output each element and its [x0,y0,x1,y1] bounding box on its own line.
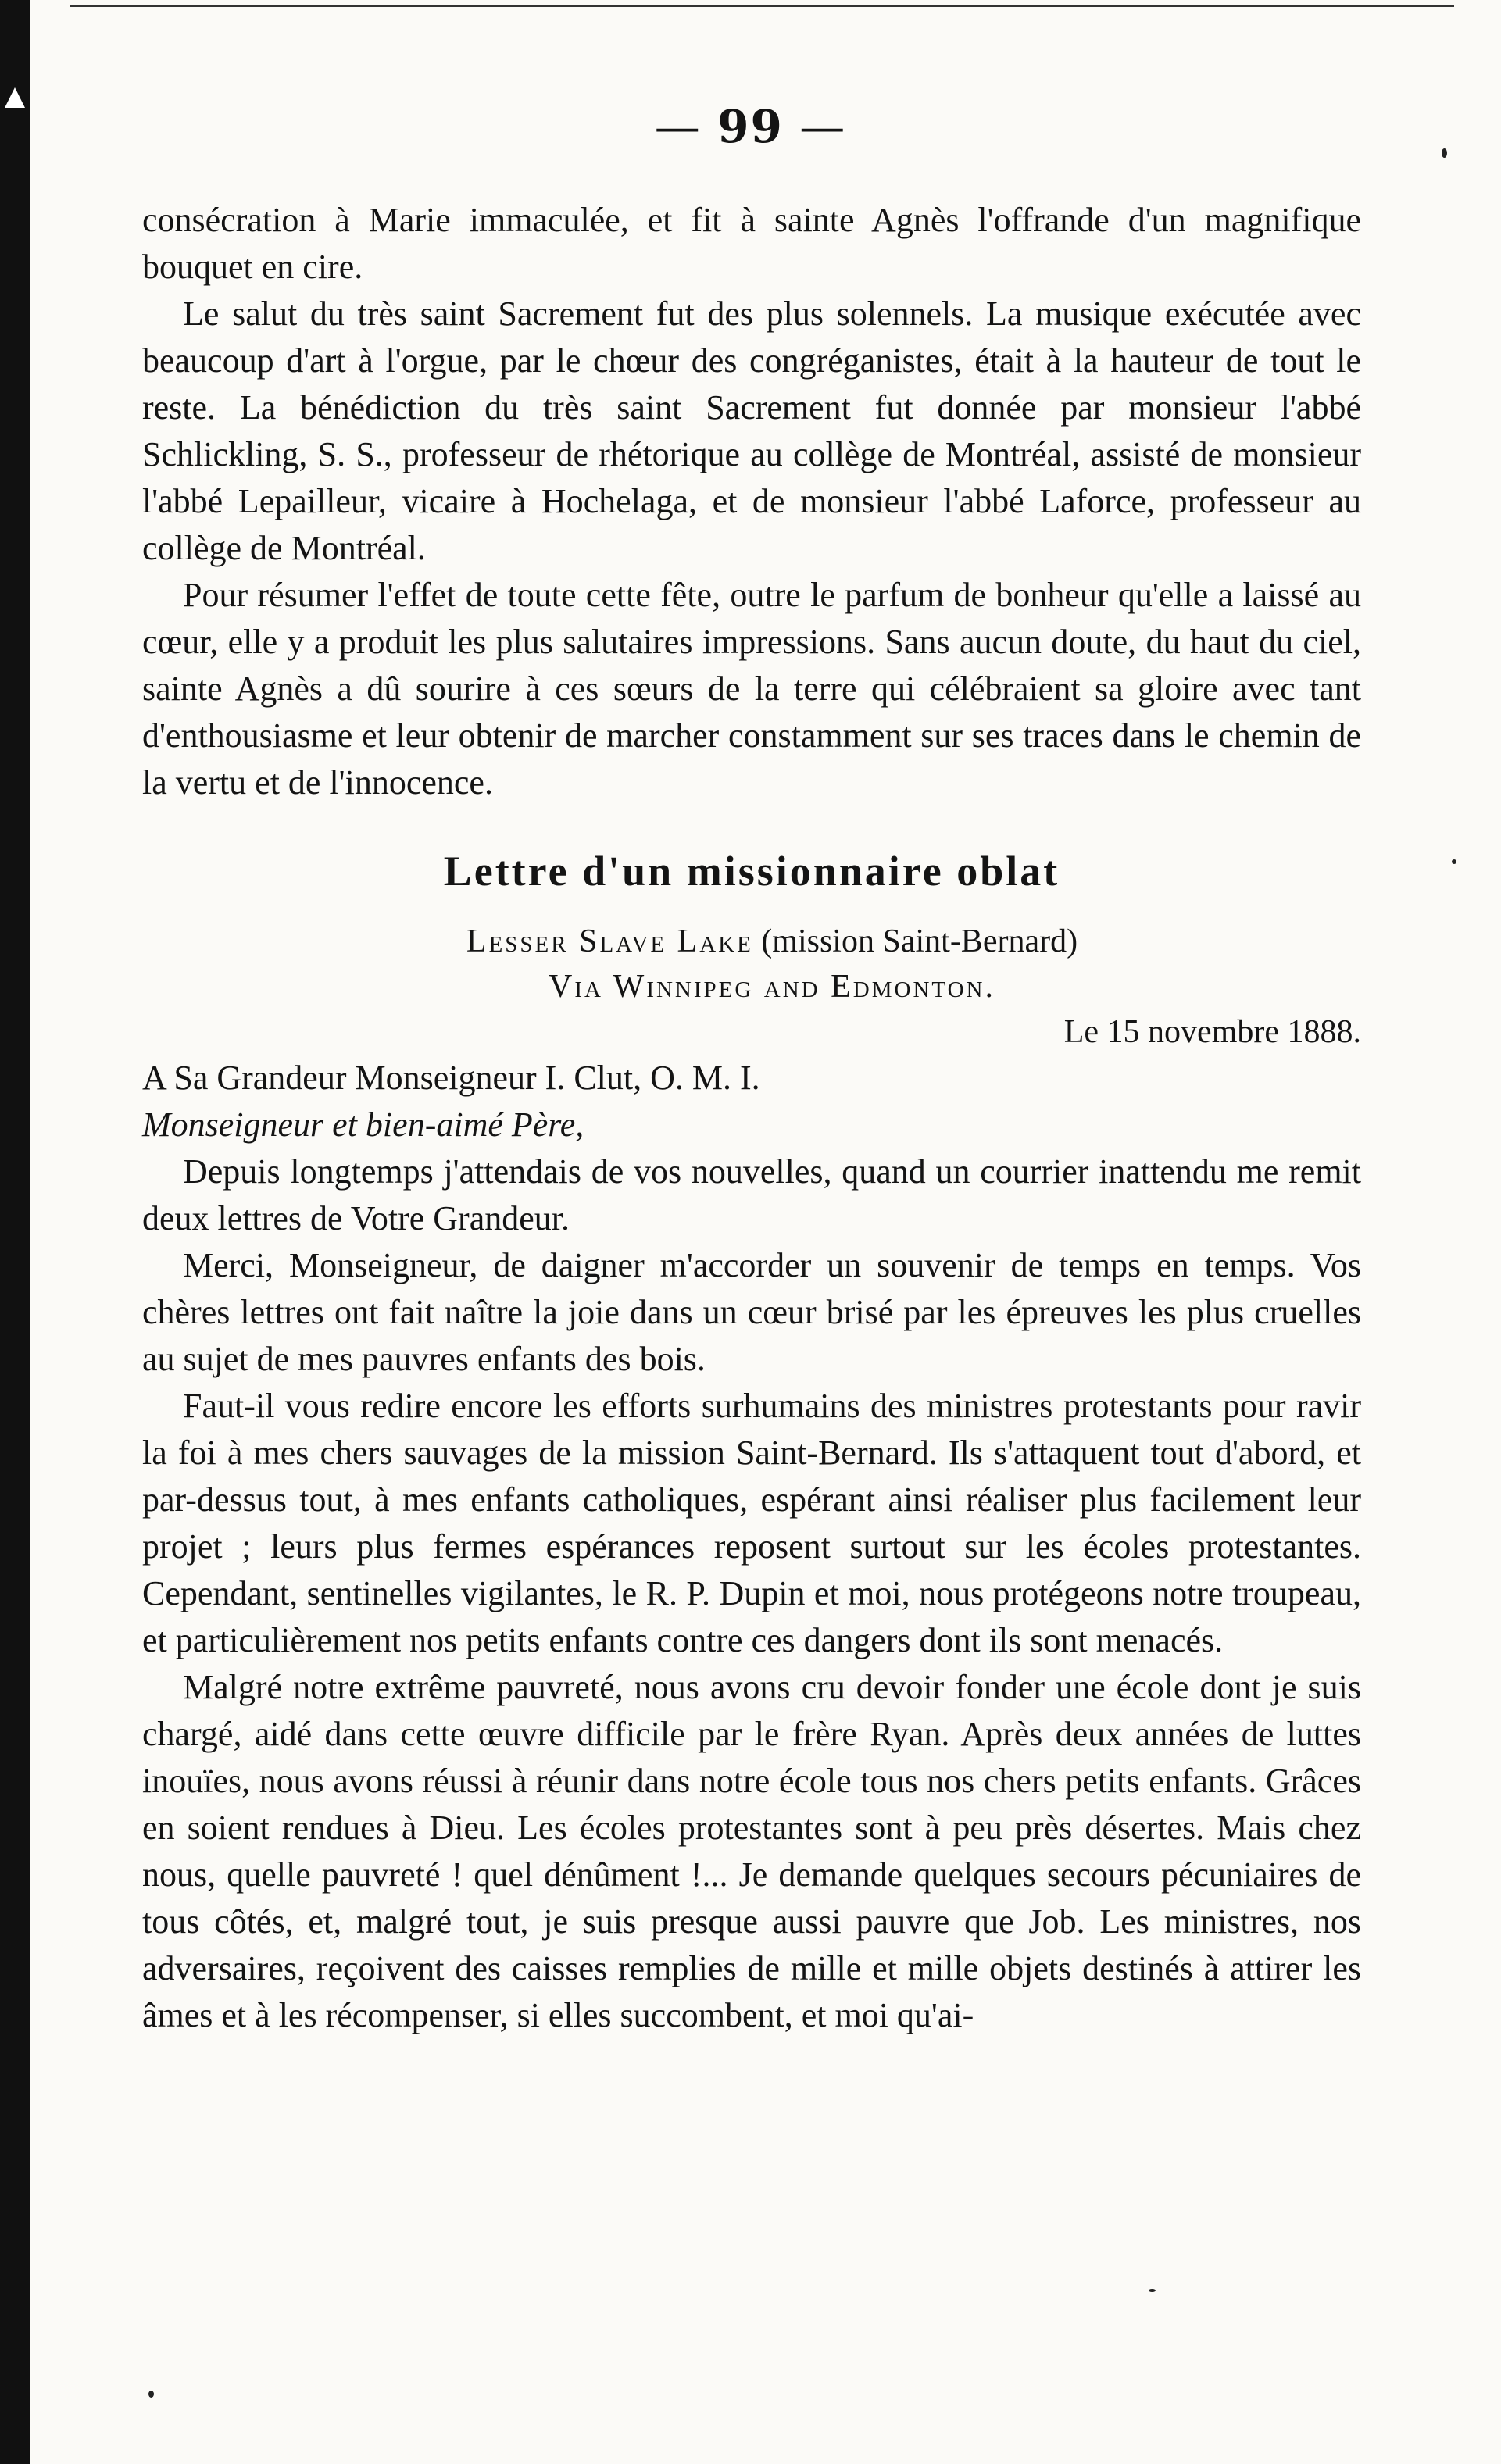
place-route: Via Winnipeg and Edmonton. [549,969,995,1005]
paragraph: Merci, Monseigneur, de daigner m'accorder un souvenir de temps en temps. Vos chères lettres ont fait naître la joie dans un cœur brisé par les épreuves les plus cruelles au sujet de mes pauvres enfants des bois. [142,1246,1361,1378]
place-line [142,919,1361,964]
section-title: Lettre d'un missionnaire oblat [443,848,1060,895]
paragraph: Le salut du très saint Sacrement fut des plus solennels. La musique exécutée avec beaucoup d'art à l'orgue, par le chœur des congréganistes, était à la hauteur de tout le reste. La bénédiction du très saint Sacrement fut donnée par monsieur l'abbé Schlickling, S. S., professeur de rhétorique au collège de Montréal, assisté de monsieur l'abbé Lepailleur, vicaire à Hochelaga, et de monsieur l'abbé Laforce, professeur au collège de Montréal. [142,295,1361,567]
page-body [142,197,1361,2039]
addressee: A Sa Grandeur Monseigneur I. Clut, O. M. I. [142,1059,760,1097]
letter-date: Le 15 novembre 1888. [1063,1014,1361,1050]
print-speck [1442,148,1447,158]
paragraph: consécration à Marie immaculée, et fit à sainte Agnès l'offrande d'un magnifique bouquet en cire. [142,201,1361,286]
paragraph: Faut-il vous redire encore les efforts surhumains des ministres protestants pour ravir la foi à mes chers sauvages de la mission Saint-Bernard. Ils s'attaquent tout d'abord, et par-dessus tout, à mes enfants catholiques, espérant ainsi réaliser plus facilement leur projet ; leurs plus fermes espérances reposent surtout sur les écoles protestantes. Cependant, sentinelles vigilantes, le R. P. Dupin et moi, nous protégeons notre troupeau, et particulièrement nos petits enfants contre ces dangers dont ils sont menacés. [142,1387,1361,1659]
paragraph: Depuis longtemps j'attendais de vos nouvelles, quand un courrier inattendu me remit deux lettres de Votre Grandeur. [142,1152,1361,1237]
place-name: Lesser Slave Lake [466,923,753,959]
print-speck [148,2391,154,2398]
binding-edge [0,0,30,2464]
paragraph: Pour résumer l'effet de toute cette fête, outre le parfum de bonheur qu'elle a laissé au cœur, elle y a produit les plus salutaires impressions. Sans aucun doute, du haut du ciel, sainte Agnès a dû sourire à ces sœurs de la terre qui célébraient sa gloire avec tant d'enthousiasme et leur obtenir de marcher constamment sur ses traces dans le chemin de la vertu et de l'innocence. [142,576,1361,802]
print-speck [1452,859,1456,864]
top-rule [70,5,1454,7]
salutation: Monseigneur et bien-aimé Père, [142,1105,584,1144]
page-number: — 99 — [654,100,847,153]
paragraph: Malgré notre extrême pauvreté, nous avons cru devoir fonder une école dont je suis chargé, aidé dans cette œuvre difficile par le frère Ryan. Après deux années de luttes inouïes, nous avons réussi à réunir dans notre école tous nos chers petits enfants. Grâces en soient rendues à Dieu. Les écoles protestantes sont à peu près désertes. Mais chez nous, quelle pauvreté ! quel dénûment !... Je demande quelques secours pécuniaires de tous côtés, et, malgré tout, je suis presque aussi pauvre que Job. Les ministres, nos adversaires, reçoivent des caisses remplies de mille et mille objets destinés à attirer les âmes et à les récompenser, si elles succombent, et moi qu'ai- [142,1668,1361,2034]
print-speck [1149,2289,1156,2292]
place-mission: (mission Saint-Bernard) [761,923,1078,959]
